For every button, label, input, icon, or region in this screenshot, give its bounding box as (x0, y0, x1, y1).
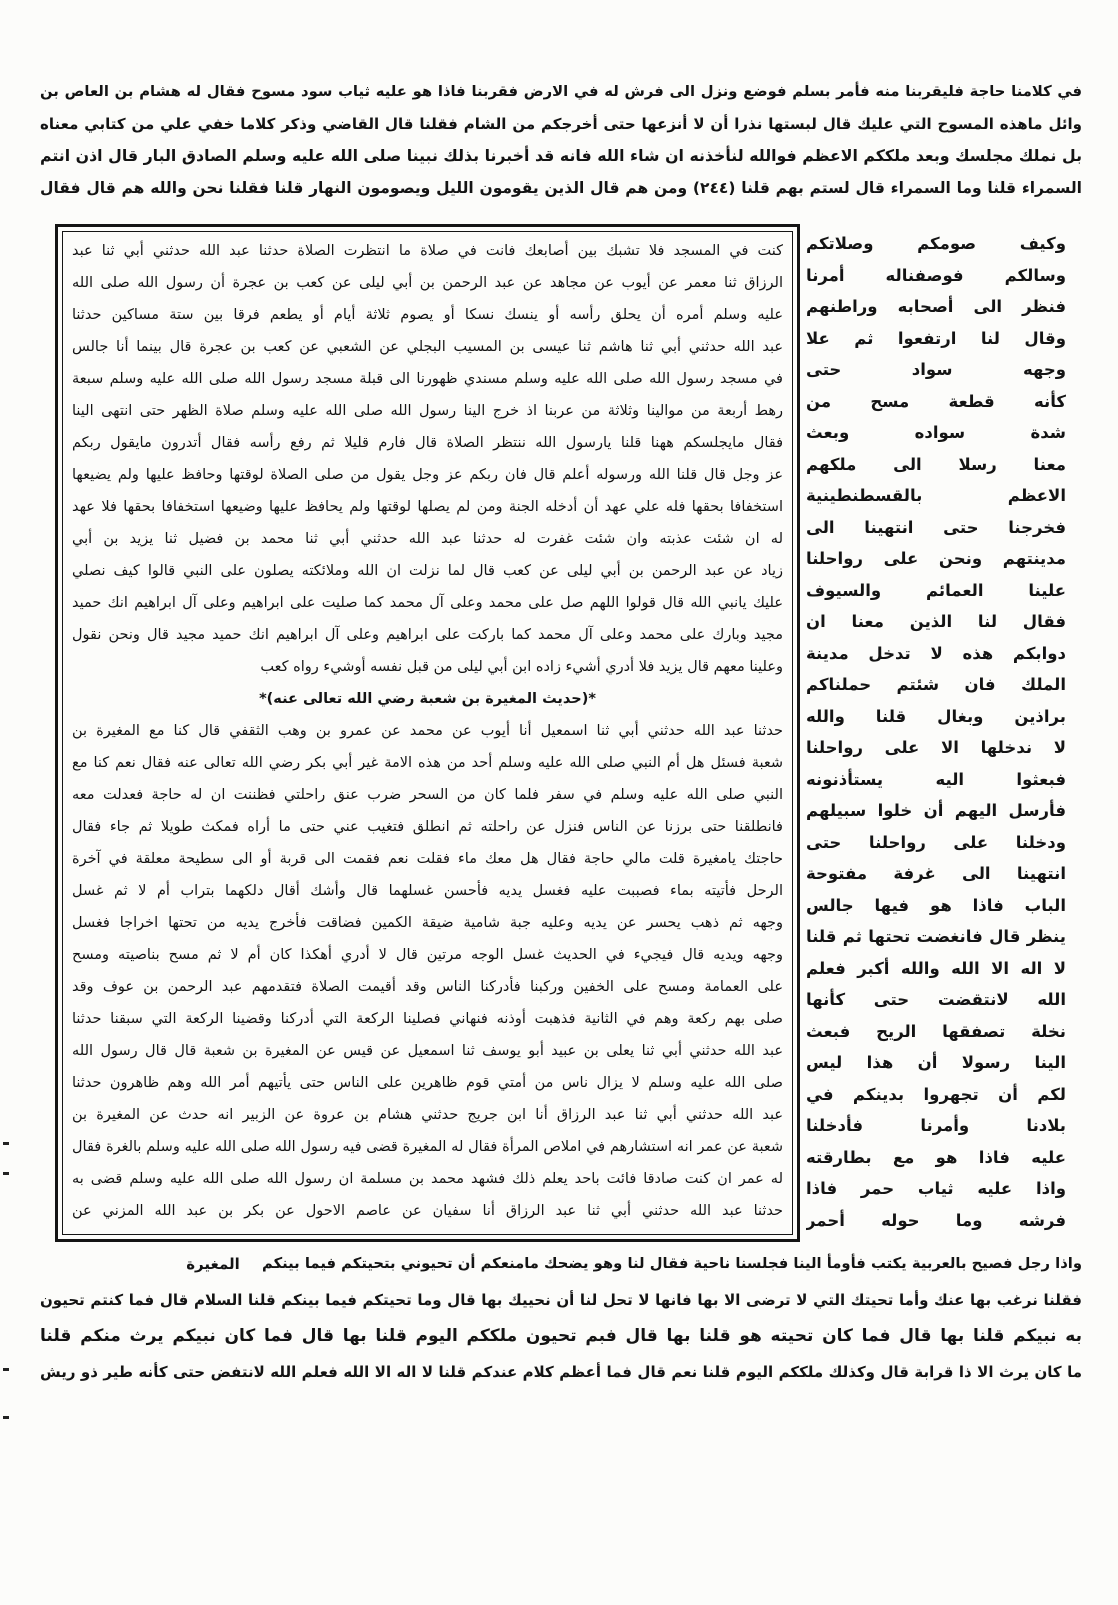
main-text-line: استخفافا بحقها فله علي عهد أن أدخله الجنة ومن لم يصلها لوقتها ولم يحافظ عليها وضيعها استخفافا بحقها فلا عهد (72, 499, 783, 515)
margin-line: لكم أن تجهروا بدينكم في (806, 1084, 1066, 1104)
main-text-line: حدثنا عبد الله حدثني أبي ثنا اسمعيل أنا أيوب عن محمد عن عمرو بن وهب الثقفي قال كنا مع المغيرة بن (72, 723, 783, 739)
top-commentary-line-with-page-number: السمراء قلنا وما السمراء قال لستم بهم قلنا (٢٤٤) ومن هم قال الذين يقومون الليل ويصومون النهار قلنا فقلنا نحن والله هم قال فقال (40, 179, 1082, 197)
main-text-line: في مسجد رسول الله صلى الله عليه وسلم مسندي ظهورنا الى قبلة مسجد رسول الله صلى الله عليه وسلم سبعة (72, 371, 783, 387)
main-text-line: عبد الله حدثني أبي ثنا عبد الرزاق أنا ابن جريج حدثني هشام بن عروة عن الزبير انه حدث عن المغيرة بن (72, 1107, 783, 1123)
margin-line: كأنه قطعة مسح من (806, 391, 1066, 411)
top-commentary-block (40, 76, 1082, 204)
main-text-line: الرزاق ثنا معمر عن أيوب عن مجاهد عن عبد الرحمن بن أبي ليلى عن كعب بن عجرة أن رسول الله صلى الله (72, 275, 783, 291)
margin-line: فقال لنا الذين معنا ان (806, 612, 1066, 631)
main-text-line: كنت في المسجد فلا تشبك بين أصابعك فانت في صلاة ما انتظرت الصلاة حدثنا عبد الله حدثني أبي ثنا عبد (72, 243, 783, 259)
main-text-line: له ان شئت عذبته وان شئت غفرت له حدثنا عبد الله حدثني أبي ثنا محمد بن فضيل ثنا يزيد بن أبي (72, 531, 783, 547)
scan-mark (3, 1368, 9, 1371)
main-text-inner-frame (62, 231, 793, 1235)
margin-line: نخلة تصفقها الريح فبعث (806, 1021, 1066, 1041)
main-text-line: صلى الله عليه وسلم لا يزال ناس من أمتي قوم ظاهرين على الناس حتى يأتيهم أمر الله وهم ظاهرون حدثنا (72, 1075, 783, 1091)
main-text-line: له عمر ان كنت صادقا فائت باحد يعلم ذلك فشهد محمد بن مسلمة ان رسول الله صلى الله عليه وسلم قضى به (72, 1171, 783, 1187)
main-text-line: وجهه ويديه قال فيجيء في الحديث غسل الوجه مرتين قال لا أدري أهكذا كان أم لا ثم مسح بناصيته ومسح (72, 947, 783, 963)
main-text-line: رهط أربعة من موالينا وثلاثة من عربنا اذ خرج الينا رسول الله صلى الله عليه وسلم صلاة الظهر حتى انتهى الينا (72, 403, 783, 419)
main-text-line: حدثنا عبد الله حدثني أبي ثنا عبد الرزاق أنا سفيان عن عاصم الاحول عن بكر بن عبد الله المزني عن (72, 1203, 783, 1219)
margin-line: شدة سواده وبعث (806, 423, 1066, 442)
margin-line: الاعظم بالقسطنطينية (806, 486, 1066, 505)
section-heading: *(حديث المغيرة بن شعبة رضي الله تعالى عنه)* (259, 691, 596, 707)
margin-line: الله لانتقضت حتى كأنها (806, 990, 1066, 1009)
main-text-line: فقال مايجلسكم ههنا قلنا يارسول الله ننتظر الصلاة قال فارم قليلا ثم رفع رأسه فقال أتدرون مايقول ربكم (72, 435, 783, 451)
top-commentary-line: في كلامنا حاجة فليقربنا منه فأمر بسلم فوضع ونزل الى فرش له في الارض فقربنا فاذا هو عليه ثياب سود مسوح فقال له هشام بن العاص بن (40, 83, 1082, 100)
margin-line: فبعثوا اليه يستأذنونه (806, 769, 1066, 789)
margin-line: وسالكم فوصفناله أمرنا (806, 265, 1066, 285)
margin-commentary-column (806, 228, 1066, 1236)
scan-mark (3, 1142, 9, 1145)
margin-line: انتهينا الى غرفة مفتوحة (806, 864, 1066, 883)
top-commentary-line: بل نملك مجلسك وبعد ملككم الاعظم فوالله لنأخذنه ان شاء الله فانه قد أخبرنا بذلك نبينا صلى الله عليه وسلم الصادق البار قال اذن انتم (40, 146, 1082, 165)
scan-mark (3, 1172, 9, 1175)
margin-line: ينظر قال فانغضت تحتها ثم قلنا (806, 927, 1066, 946)
bottom-commentary-line: واذا رجل فصيح بالعربية يكتب فأومأ الينا فجلسنا ناحية فقال لنا وهو يضحك مامنعكم أن تحيوني بتحيتكم فيما بينكم (262, 1255, 1082, 1272)
main-text-line: عبد الله حدثني أبي ثنا يعلى بن عبيد أبو يوسف ثنا اسمعيل عن قيس عن المغيرة بن شعبة قال قال رسول الله (72, 1043, 783, 1059)
main-text-line: حاجتك يامغيرة قلت مالي حاجة فقال هل معك ماء فقلت نعم فقمت الى قربة أو الى سطيحة معلقة في آخرة (72, 851, 783, 867)
margin-line: فخرجنا حتى انتهينا الى (806, 517, 1066, 537)
margin-line: فنظر الى أصحابه وراطنهم (806, 297, 1066, 316)
margin-line: مدينتهم ونحن على رواحلنا (806, 549, 1066, 568)
main-text-line: فانطلقنا حتى برزنا عن الناس فنزل عن راحلته ثم انطلق فتغيب عني حتى ما أراه فمكث طويلا ثم جاء فقال (72, 819, 783, 835)
main-text-line: شعبة فسئل هل أم النبي صلى الله عليه وسلم أحد من هذه الامة غير أبي بكر رضي الله تعالى عنه فقال نعم كنا مع (72, 755, 783, 771)
margin-line: الملك فان شئتم حملناكم (806, 675, 1066, 694)
bottom-commentary-line: به نبيكم قلنا بها قال فما كان تحيته هو قلنا بها قال فبم تحيون ملككم اليوم قلنا بها قال فما كان نبيكم يرث منكم قلنا (40, 1326, 1082, 1346)
bottom-commentary-line: فقلنا نرغب بها عنك وأما تحيتك التي لا ترضى الا بها فانها لا تحل لنا أن نحييك بها قال وما تحيتكم فيما بينكم قلنا السلام قال فما كنتم تحيون (40, 1291, 1082, 1309)
main-text-frame (55, 224, 800, 1242)
main-text-line: على العمامة ومسح على الخفين وركبنا فأدركنا الناس وقد أقيمت الصلاة فتقدمهم عبد الرحمن بن عوف وقد (72, 979, 783, 995)
margin-line: الينا رسولا أن هذا ليس (806, 1053, 1066, 1072)
bottom-commentary-line: ما كان يرث الا ذا قرابة قال وكذلك ملككم اليوم قلنا نعم قال فما أعظم كلام عندكم قلنا لا اله الا الله فعلم الله لانتفض حتى كأنه طير ذو ريش (40, 1363, 1082, 1381)
margin-line: وقال لنا ارتفعوا ثم علا (806, 328, 1066, 348)
margin-line: معنا رسلا الى ملكهم (806, 454, 1066, 474)
scan-mark (3, 1416, 9, 1419)
bottom-commentary-rows (40, 1282, 1082, 1390)
margin-line: فأرسل اليهم أن خلوا سبيلهم (806, 801, 1066, 820)
top-commentary-line: وائل ماهذه المسوح التي عليك قال لبستها نذرا أن لا أنزعها حتى أخرجكم من الشام فقلنا قال القاضي وذكر كلاما خفي علي من كتابي معناه (40, 115, 1082, 133)
margin-line: الباب فاذا هو فيها جالس (806, 895, 1066, 915)
margin-line: دوابكم هذه لا تدخل مدينة (806, 643, 1066, 663)
main-text-line: عليك يانبي الله قال قولوا اللهم صل على محمد وعلى آل محمد كما صليت على ابراهيم وعلى آل ابراهيم انك حميد (72, 595, 783, 611)
main-text-line: الرحل فأتيته بماء فصببت عليه فغسل يديه فأحسن غسلهما قال وأشك أقال دلكهما بتراب أم لا ثم غسل (72, 883, 783, 899)
main-text-line: زياد عن عبد الرحمن بن أبي ليلى عن كعب قال لما نزلت ان الله وملائكته يصلون على النبي قالوا كيف نصلي (72, 563, 783, 579)
margin-line: واذا عليه ثياب حمر فاذا (806, 1179, 1066, 1198)
main-text-line: عليه وسلم أمره أن يحلق رأسه أو ينسك نسكا أو يصوم ثلاثة أيام أو يطعم فرقا بين ستة مساكين حدثنا (72, 307, 783, 323)
margin-line: وكيف صومكم وصلاتكم (806, 234, 1066, 253)
running-head-label: المغيرة (186, 1255, 240, 1273)
margin-line: لا ندخلها الا على رواحلنا (806, 738, 1066, 757)
margin-line: فرشه وما حوله أحمر (806, 1210, 1066, 1230)
main-text-line: وعلينا معهم قال يزيد فلا أدري أشيء زاده ابن أبي ليلى من قبل نفسه أوشيء رواه كعب (260, 659, 783, 675)
main-text-line: وجهه ثم ذهب يحسر عن يديه وعليه جبة شامية ضيقة الكمين فضاقت فأخرج يديه من تحتها اخراجا فغسل (72, 915, 783, 931)
main-text-line: النبي صلى الله عليه وسلم في سفر فلما كان من السحر ضرب عنق راحلتي فظننت ان له حاجة فعدلت معه (72, 787, 783, 803)
main-text-line: مجيد وبارك على محمد وعلى آل محمد كما باركت على ابراهيم وعلى آل ابراهيم انك حميد مجيد قال ونحن نقول (72, 627, 783, 643)
main-text-line: عبد الله حدثني أبي ثنا هاشم ثنا عيسى بن المسيب البجلي عن الشعبي عن كعب بن عجرة قال بينما أنا جالس (72, 339, 783, 355)
margin-line: عليه فاذا هو مع بطارقته (806, 1147, 1066, 1167)
margin-line: بلادنا وأمرنا فأدخلنا (806, 1116, 1066, 1135)
main-text-line: صلى بهم ركعة وهم في الثانية فذهبت أوذنه فنهاني فصلينا الركعة التي أدركنا وقضينا الركعة التي سبقنا حدثنا (72, 1011, 783, 1027)
margin-line: ودخلنا على رواحلنا حتى (806, 832, 1066, 852)
margin-line: براذين وبغال قلنا والله (806, 706, 1066, 726)
margin-line: علينا العمائم والسيوف (806, 580, 1066, 600)
main-text-line: عز وجل قال قلنا الله ورسوله أعلم قال فان ربكم عز وجل يقول من صلى الصلاة لوقتها وحافظ عليها ولم يضيعها (72, 467, 783, 483)
margin-line: وجهه سواد حتى (806, 360, 1066, 379)
margin-line: لا اله الا الله والله أكبر فعلم (806, 958, 1066, 978)
main-text-line: شعبة عن عمر انه استشارهم في املاص المرأة فقال له المغيرة قضى فيه رسول الله صلى الله عليه وسلم بالغرة فقال (72, 1139, 783, 1155)
